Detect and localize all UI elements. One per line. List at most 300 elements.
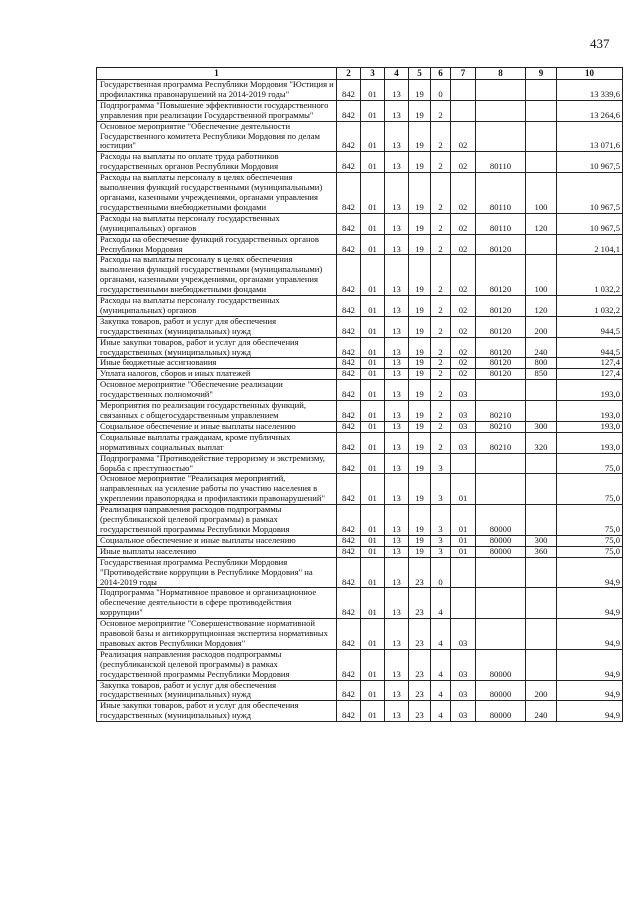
row-name-cell: Расходы на обеспечение функций государственных органов Республики Мордовия bbox=[97, 234, 337, 255]
amount-cell: 1 032,2 bbox=[557, 296, 623, 317]
section-cell: 01 bbox=[361, 316, 385, 337]
subprogram-cell: 4 bbox=[431, 649, 451, 680]
direction-cell: 80000 bbox=[476, 701, 526, 722]
column-header: 4 bbox=[385, 68, 409, 80]
amount-cell: 10 967,5 bbox=[557, 213, 623, 234]
subsection-cell: 13 bbox=[385, 369, 409, 380]
section-cell: 01 bbox=[361, 557, 385, 588]
expense-type-cell bbox=[526, 152, 557, 173]
program-cell: 19 bbox=[409, 121, 431, 152]
program-cell: 19 bbox=[409, 453, 431, 474]
row-name-cell: Государственная программа Республики Мордовия "Юстиция и профилактика правонарушений на 2014-2019 годы" bbox=[97, 80, 337, 101]
subprogram-cell: 2 bbox=[431, 337, 451, 358]
activity-cell: 02 bbox=[451, 213, 476, 234]
admin-code-cell: 842 bbox=[337, 213, 361, 234]
subsection-cell: 13 bbox=[385, 100, 409, 121]
subsection-cell: 13 bbox=[385, 557, 409, 588]
direction-cell: 80210 bbox=[476, 432, 526, 453]
admin-code-cell: 842 bbox=[337, 432, 361, 453]
admin-code-cell: 842 bbox=[337, 535, 361, 546]
section-cell: 01 bbox=[361, 432, 385, 453]
direction-cell: 80000 bbox=[476, 680, 526, 701]
table-row bbox=[97, 535, 623, 546]
direction-cell: 80000 bbox=[476, 505, 526, 536]
program-cell: 19 bbox=[409, 316, 431, 337]
program-cell: 19 bbox=[409, 173, 431, 214]
row-name-cell: Расходы на выплаты персоналу государственных (муниципальных) органов bbox=[97, 213, 337, 234]
direction-cell bbox=[476, 619, 526, 650]
activity-cell: 02 bbox=[451, 152, 476, 173]
admin-code-cell: 842 bbox=[337, 505, 361, 536]
subprogram-cell: 4 bbox=[431, 680, 451, 701]
row-name-cell: Социальное обеспечение и иные выплаты населению bbox=[97, 421, 337, 432]
row-name-cell: Расходы на выплаты персоналу в целях обеспечения выполнения функций государственными (муниципальными) органами, казенными учреждениями, органами управления государственными внебюджетными фондами bbox=[97, 173, 337, 214]
amount-cell: 193,0 bbox=[557, 421, 623, 432]
subsection-cell: 13 bbox=[385, 358, 409, 369]
amount-cell: 13 339,6 bbox=[557, 80, 623, 101]
amount-cell: 75,0 bbox=[557, 546, 623, 557]
amount-cell: 2 104,1 bbox=[557, 234, 623, 255]
subprogram-cell: 4 bbox=[431, 588, 451, 619]
table-row bbox=[97, 505, 623, 536]
subprogram-cell: 3 bbox=[431, 535, 451, 546]
subprogram-cell: 2 bbox=[431, 380, 451, 401]
subprogram-cell: 2 bbox=[431, 432, 451, 453]
admin-code-cell: 842 bbox=[337, 296, 361, 317]
admin-code-cell: 842 bbox=[337, 80, 361, 101]
activity-cell: 01 bbox=[451, 535, 476, 546]
direction-cell: 80120 bbox=[476, 255, 526, 296]
row-name-cell: Социальное обеспечение и иные выплаты населению bbox=[97, 535, 337, 546]
subsection-cell: 13 bbox=[385, 213, 409, 234]
subsection-cell: 13 bbox=[385, 380, 409, 401]
row-name-cell: Подпрограмма "Противодействие терроризму и экстремизму, борьба с преступностью" bbox=[97, 453, 337, 474]
section-cell: 01 bbox=[361, 474, 385, 505]
subsection-cell: 13 bbox=[385, 432, 409, 453]
table-row bbox=[97, 680, 623, 701]
section-cell: 01 bbox=[361, 296, 385, 317]
section-cell: 01 bbox=[361, 401, 385, 422]
subprogram-cell: 3 bbox=[431, 546, 451, 557]
table-row bbox=[97, 100, 623, 121]
program-cell: 19 bbox=[409, 358, 431, 369]
activity-cell bbox=[451, 100, 476, 121]
program-cell: 19 bbox=[409, 505, 431, 536]
expense-type-cell: 100 bbox=[526, 173, 557, 214]
table-row bbox=[97, 421, 623, 432]
section-cell: 01 bbox=[361, 100, 385, 121]
subprogram-cell: 2 bbox=[431, 255, 451, 296]
amount-cell: 10 967,5 bbox=[557, 152, 623, 173]
subsection-cell: 13 bbox=[385, 701, 409, 722]
amount-cell: 13 071,6 bbox=[557, 121, 623, 152]
amount-cell: 1 032,2 bbox=[557, 255, 623, 296]
budget-table bbox=[96, 67, 623, 722]
table-row bbox=[97, 380, 623, 401]
expense-type-cell bbox=[526, 505, 557, 536]
section-cell: 01 bbox=[361, 380, 385, 401]
subprogram-cell: 4 bbox=[431, 701, 451, 722]
table-row bbox=[97, 213, 623, 234]
subprogram-cell: 2 bbox=[431, 369, 451, 380]
program-cell: 23 bbox=[409, 680, 431, 701]
activity-cell: 02 bbox=[451, 173, 476, 214]
expense-type-cell bbox=[526, 474, 557, 505]
expense-type-cell bbox=[526, 619, 557, 650]
row-name-cell: Уплата налогов, сборов и иных платежей bbox=[97, 369, 337, 380]
amount-cell: 75,0 bbox=[557, 453, 623, 474]
amount-cell: 75,0 bbox=[557, 505, 623, 536]
program-cell: 19 bbox=[409, 337, 431, 358]
expense-type-cell: 360 bbox=[526, 546, 557, 557]
amount-cell: 75,0 bbox=[557, 474, 623, 505]
row-name-cell: Иные выплаты населению bbox=[97, 546, 337, 557]
program-cell: 19 bbox=[409, 432, 431, 453]
program-cell: 19 bbox=[409, 213, 431, 234]
table-row bbox=[97, 80, 623, 101]
row-name-cell: Социальные выплаты гражданам, кроме публичных нормативных социальных выплат bbox=[97, 432, 337, 453]
expense-type-cell bbox=[526, 80, 557, 101]
section-cell: 01 bbox=[361, 80, 385, 101]
column-header: 3 bbox=[361, 68, 385, 80]
table-header-row bbox=[97, 68, 623, 80]
direction-cell bbox=[476, 121, 526, 152]
subprogram-cell: 2 bbox=[431, 296, 451, 317]
amount-cell: 94,9 bbox=[557, 680, 623, 701]
activity-cell bbox=[451, 80, 476, 101]
table-row bbox=[97, 121, 623, 152]
table-row bbox=[97, 588, 623, 619]
subprogram-cell: 3 bbox=[431, 474, 451, 505]
expense-type-cell: 300 bbox=[526, 535, 557, 546]
subsection-cell: 13 bbox=[385, 152, 409, 173]
table-row bbox=[97, 701, 623, 722]
activity-cell: 01 bbox=[451, 546, 476, 557]
program-cell: 19 bbox=[409, 152, 431, 173]
section-cell: 01 bbox=[361, 453, 385, 474]
amount-cell: 94,9 bbox=[557, 619, 623, 650]
subprogram-cell: 0 bbox=[431, 557, 451, 588]
amount-cell: 75,0 bbox=[557, 535, 623, 546]
expense-type-cell bbox=[526, 121, 557, 152]
section-cell: 01 bbox=[361, 369, 385, 380]
subprogram-cell: 2 bbox=[431, 152, 451, 173]
activity-cell: 03 bbox=[451, 421, 476, 432]
activity-cell: 01 bbox=[451, 505, 476, 536]
activity-cell: 02 bbox=[451, 316, 476, 337]
column-header: 2 bbox=[337, 68, 361, 80]
subsection-cell: 13 bbox=[385, 255, 409, 296]
amount-cell: 127,4 bbox=[557, 358, 623, 369]
activity-cell: 02 bbox=[451, 234, 476, 255]
admin-code-cell: 842 bbox=[337, 649, 361, 680]
activity-cell: 02 bbox=[451, 337, 476, 358]
amount-cell: 10 967,5 bbox=[557, 173, 623, 214]
admin-code-cell: 842 bbox=[337, 380, 361, 401]
admin-code-cell: 842 bbox=[337, 337, 361, 358]
admin-code-cell: 842 bbox=[337, 421, 361, 432]
row-name-cell: Основное мероприятие "Обеспечение реализации государственных полномочий" bbox=[97, 380, 337, 401]
direction-cell: 80120 bbox=[476, 316, 526, 337]
direction-cell bbox=[476, 380, 526, 401]
amount-cell: 944,5 bbox=[557, 316, 623, 337]
table-row bbox=[97, 453, 623, 474]
expense-type-cell bbox=[526, 380, 557, 401]
expense-type-cell: 200 bbox=[526, 680, 557, 701]
direction-cell: 80210 bbox=[476, 421, 526, 432]
section-cell: 01 bbox=[361, 505, 385, 536]
section-cell: 01 bbox=[361, 255, 385, 296]
subprogram-cell: 2 bbox=[431, 421, 451, 432]
direction-cell: 80000 bbox=[476, 535, 526, 546]
amount-cell: 13 264,6 bbox=[557, 100, 623, 121]
admin-code-cell: 842 bbox=[337, 453, 361, 474]
section-cell: 01 bbox=[361, 649, 385, 680]
row-name-cell: Подпрограмма "Нормативное правовое и организационное обеспечение деятельности в сфере противодействия коррупции" bbox=[97, 588, 337, 619]
subprogram-cell: 2 bbox=[431, 100, 451, 121]
amount-cell: 94,9 bbox=[557, 588, 623, 619]
activity-cell: 02 bbox=[451, 296, 476, 317]
admin-code-cell: 842 bbox=[337, 369, 361, 380]
expense-type-cell bbox=[526, 234, 557, 255]
amount-cell: 193,0 bbox=[557, 401, 623, 422]
subprogram-cell: 2 bbox=[431, 173, 451, 214]
amount-cell: 94,9 bbox=[557, 701, 623, 722]
column-header: 5 bbox=[409, 68, 431, 80]
activity-cell: 03 bbox=[451, 432, 476, 453]
admin-code-cell: 842 bbox=[337, 619, 361, 650]
table-row bbox=[97, 432, 623, 453]
table-row bbox=[97, 546, 623, 557]
activity-cell: 02 bbox=[451, 121, 476, 152]
row-name-cell: Основное мероприятие "Обеспечение деятельности Государственного комитета Республики Мордовия по делам юстиции" bbox=[97, 121, 337, 152]
table-row bbox=[97, 255, 623, 296]
amount-cell: 127,4 bbox=[557, 369, 623, 380]
section-cell: 01 bbox=[361, 358, 385, 369]
section-cell: 01 bbox=[361, 121, 385, 152]
admin-code-cell: 842 bbox=[337, 121, 361, 152]
expense-type-cell bbox=[526, 649, 557, 680]
row-name-cell: Закупка товаров, работ и услуг для обеспечения государственных (муниципальных) нужд bbox=[97, 680, 337, 701]
row-name-cell: Иные бюджетные ассигнования bbox=[97, 358, 337, 369]
admin-code-cell: 842 bbox=[337, 557, 361, 588]
page-number: 437 bbox=[590, 36, 610, 51]
row-name-cell: Расходы на выплаты по оплате труда работников государственных органов Республики Мордовия bbox=[97, 152, 337, 173]
subsection-cell: 13 bbox=[385, 453, 409, 474]
expense-type-cell: 200 bbox=[526, 316, 557, 337]
admin-code-cell: 842 bbox=[337, 358, 361, 369]
expense-type-cell: 800 bbox=[526, 358, 557, 369]
section-cell: 01 bbox=[361, 588, 385, 619]
program-cell: 23 bbox=[409, 701, 431, 722]
row-name-cell: Мероприятия по реализации государственных функций, связанных с общегосударственным управлением bbox=[97, 401, 337, 422]
admin-code-cell: 842 bbox=[337, 173, 361, 214]
subsection-cell: 13 bbox=[385, 121, 409, 152]
table-row bbox=[97, 296, 623, 317]
subsection-cell: 13 bbox=[385, 535, 409, 546]
section-cell: 01 bbox=[361, 337, 385, 358]
expense-type-cell: 300 bbox=[526, 421, 557, 432]
program-cell: 19 bbox=[409, 80, 431, 101]
program-cell: 19 bbox=[409, 380, 431, 401]
row-name-cell: Иные закупки товаров, работ и услуг для обеспечения государственных (муниципальных) нужд bbox=[97, 701, 337, 722]
table-row bbox=[97, 234, 623, 255]
program-cell: 19 bbox=[409, 401, 431, 422]
program-cell: 23 bbox=[409, 649, 431, 680]
program-cell: 19 bbox=[409, 421, 431, 432]
subprogram-cell: 2 bbox=[431, 358, 451, 369]
section-cell: 01 bbox=[361, 535, 385, 546]
activity-cell: 01 bbox=[451, 474, 476, 505]
table-body bbox=[97, 68, 623, 722]
direction-cell bbox=[476, 453, 526, 474]
row-name-cell: Основное мероприятие "Реализация мероприятий, направленных на усиление работы по участию населения в укреплении правопорядка и профилактики правонарушений" bbox=[97, 474, 337, 505]
table-row bbox=[97, 316, 623, 337]
table-row bbox=[97, 474, 623, 505]
direction-cell: 80110 bbox=[476, 213, 526, 234]
subprogram-cell: 4 bbox=[431, 619, 451, 650]
subsection-cell: 13 bbox=[385, 546, 409, 557]
subprogram-cell: 2 bbox=[431, 213, 451, 234]
expense-type-cell: 850 bbox=[526, 369, 557, 380]
activity-cell: 03 bbox=[451, 380, 476, 401]
column-header: 7 bbox=[451, 68, 476, 80]
column-header: 9 bbox=[526, 68, 557, 80]
activity-cell: 03 bbox=[451, 619, 476, 650]
program-cell: 19 bbox=[409, 296, 431, 317]
activity-cell: 03 bbox=[451, 649, 476, 680]
expense-type-cell: 120 bbox=[526, 296, 557, 317]
direction-cell bbox=[476, 474, 526, 505]
table-row bbox=[97, 619, 623, 650]
table-row bbox=[97, 358, 623, 369]
program-cell: 19 bbox=[409, 474, 431, 505]
admin-code-cell: 842 bbox=[337, 100, 361, 121]
row-name-cell: Реализация направления расходов подпрограммы (республиканской целевой программы) в рамках государственной программы Республики Мордовия bbox=[97, 649, 337, 680]
admin-code-cell: 842 bbox=[337, 474, 361, 505]
direction-cell: 80120 bbox=[476, 296, 526, 317]
program-cell: 19 bbox=[409, 255, 431, 296]
column-header: 8 bbox=[476, 68, 526, 80]
direction-cell: 80120 bbox=[476, 234, 526, 255]
subsection-cell: 13 bbox=[385, 401, 409, 422]
row-name-cell: Основное мероприятие "Совершенствование нормативной правовой базы и антикоррупционная экспертиза нормативных правовых актов Республики Мордовия" bbox=[97, 619, 337, 650]
direction-cell: 80000 bbox=[476, 546, 526, 557]
section-cell: 01 bbox=[361, 152, 385, 173]
section-cell: 01 bbox=[361, 213, 385, 234]
subsection-cell: 13 bbox=[385, 173, 409, 214]
table-row bbox=[97, 337, 623, 358]
activity-cell: 03 bbox=[451, 680, 476, 701]
direction-cell: 80210 bbox=[476, 401, 526, 422]
expense-type-cell: 100 bbox=[526, 255, 557, 296]
subsection-cell: 13 bbox=[385, 588, 409, 619]
admin-code-cell: 842 bbox=[337, 316, 361, 337]
column-header: 10 bbox=[557, 68, 623, 80]
subsection-cell: 13 bbox=[385, 680, 409, 701]
activity-cell: 03 bbox=[451, 401, 476, 422]
expense-type-cell bbox=[526, 588, 557, 619]
program-cell: 19 bbox=[409, 546, 431, 557]
subsection-cell: 13 bbox=[385, 337, 409, 358]
direction-cell: 80120 bbox=[476, 358, 526, 369]
amount-cell: 193,0 bbox=[557, 380, 623, 401]
row-name-cell: Закупка товаров, работ и услуг для обеспечения государственных (муниципальных) нужд bbox=[97, 316, 337, 337]
expense-type-cell bbox=[526, 453, 557, 474]
row-name-cell: Расходы на выплаты персоналу государственных (муниципальных) органов bbox=[97, 296, 337, 317]
subsection-cell: 13 bbox=[385, 234, 409, 255]
subsection-cell: 13 bbox=[385, 316, 409, 337]
expense-type-cell: 240 bbox=[526, 701, 557, 722]
subprogram-cell: 2 bbox=[431, 234, 451, 255]
table-row bbox=[97, 649, 623, 680]
amount-cell: 193,0 bbox=[557, 432, 623, 453]
subsection-cell: 13 bbox=[385, 619, 409, 650]
admin-code-cell: 842 bbox=[337, 588, 361, 619]
expense-type-cell bbox=[526, 401, 557, 422]
expense-type-cell bbox=[526, 557, 557, 588]
admin-code-cell: 842 bbox=[337, 255, 361, 296]
program-cell: 19 bbox=[409, 100, 431, 121]
program-cell: 19 bbox=[409, 234, 431, 255]
column-header: 6 bbox=[431, 68, 451, 80]
amount-cell: 94,9 bbox=[557, 557, 623, 588]
activity-cell bbox=[451, 588, 476, 619]
expense-type-cell: 120 bbox=[526, 213, 557, 234]
subprogram-cell: 0 bbox=[431, 80, 451, 101]
program-cell: 19 bbox=[409, 369, 431, 380]
subsection-cell: 13 bbox=[385, 505, 409, 536]
direction-cell: 80000 bbox=[476, 649, 526, 680]
subprogram-cell: 2 bbox=[431, 316, 451, 337]
activity-cell: 02 bbox=[451, 358, 476, 369]
direction-cell bbox=[476, 80, 526, 101]
admin-code-cell: 842 bbox=[337, 152, 361, 173]
expense-type-cell: 240 bbox=[526, 337, 557, 358]
program-cell: 23 bbox=[409, 557, 431, 588]
subsection-cell: 13 bbox=[385, 421, 409, 432]
section-cell: 01 bbox=[361, 421, 385, 432]
section-cell: 01 bbox=[361, 701, 385, 722]
program-cell: 23 bbox=[409, 619, 431, 650]
section-cell: 01 bbox=[361, 173, 385, 214]
direction-cell bbox=[476, 557, 526, 588]
activity-cell: 02 bbox=[451, 255, 476, 296]
activity-cell bbox=[451, 557, 476, 588]
table-row bbox=[97, 152, 623, 173]
admin-code-cell: 842 bbox=[337, 401, 361, 422]
direction-cell bbox=[476, 588, 526, 619]
amount-cell: 944,5 bbox=[557, 337, 623, 358]
subsection-cell: 13 bbox=[385, 296, 409, 317]
admin-code-cell: 842 bbox=[337, 680, 361, 701]
section-cell: 01 bbox=[361, 546, 385, 557]
subprogram-cell: 3 bbox=[431, 453, 451, 474]
table-row bbox=[97, 369, 623, 380]
program-cell: 19 bbox=[409, 535, 431, 546]
direction-cell: 80120 bbox=[476, 369, 526, 380]
direction-cell: 80110 bbox=[476, 152, 526, 173]
subsection-cell: 13 bbox=[385, 80, 409, 101]
direction-cell: 80120 bbox=[476, 337, 526, 358]
table-row bbox=[97, 401, 623, 422]
table-row bbox=[97, 173, 623, 214]
subprogram-cell: 3 bbox=[431, 505, 451, 536]
subsection-cell: 13 bbox=[385, 649, 409, 680]
direction-cell bbox=[476, 100, 526, 121]
row-name-cell: Реализация направления расходов подпрограммы (республиканской целевой программы) в рамках государственной программы Республики Мордовия bbox=[97, 505, 337, 536]
admin-code-cell: 842 bbox=[337, 546, 361, 557]
